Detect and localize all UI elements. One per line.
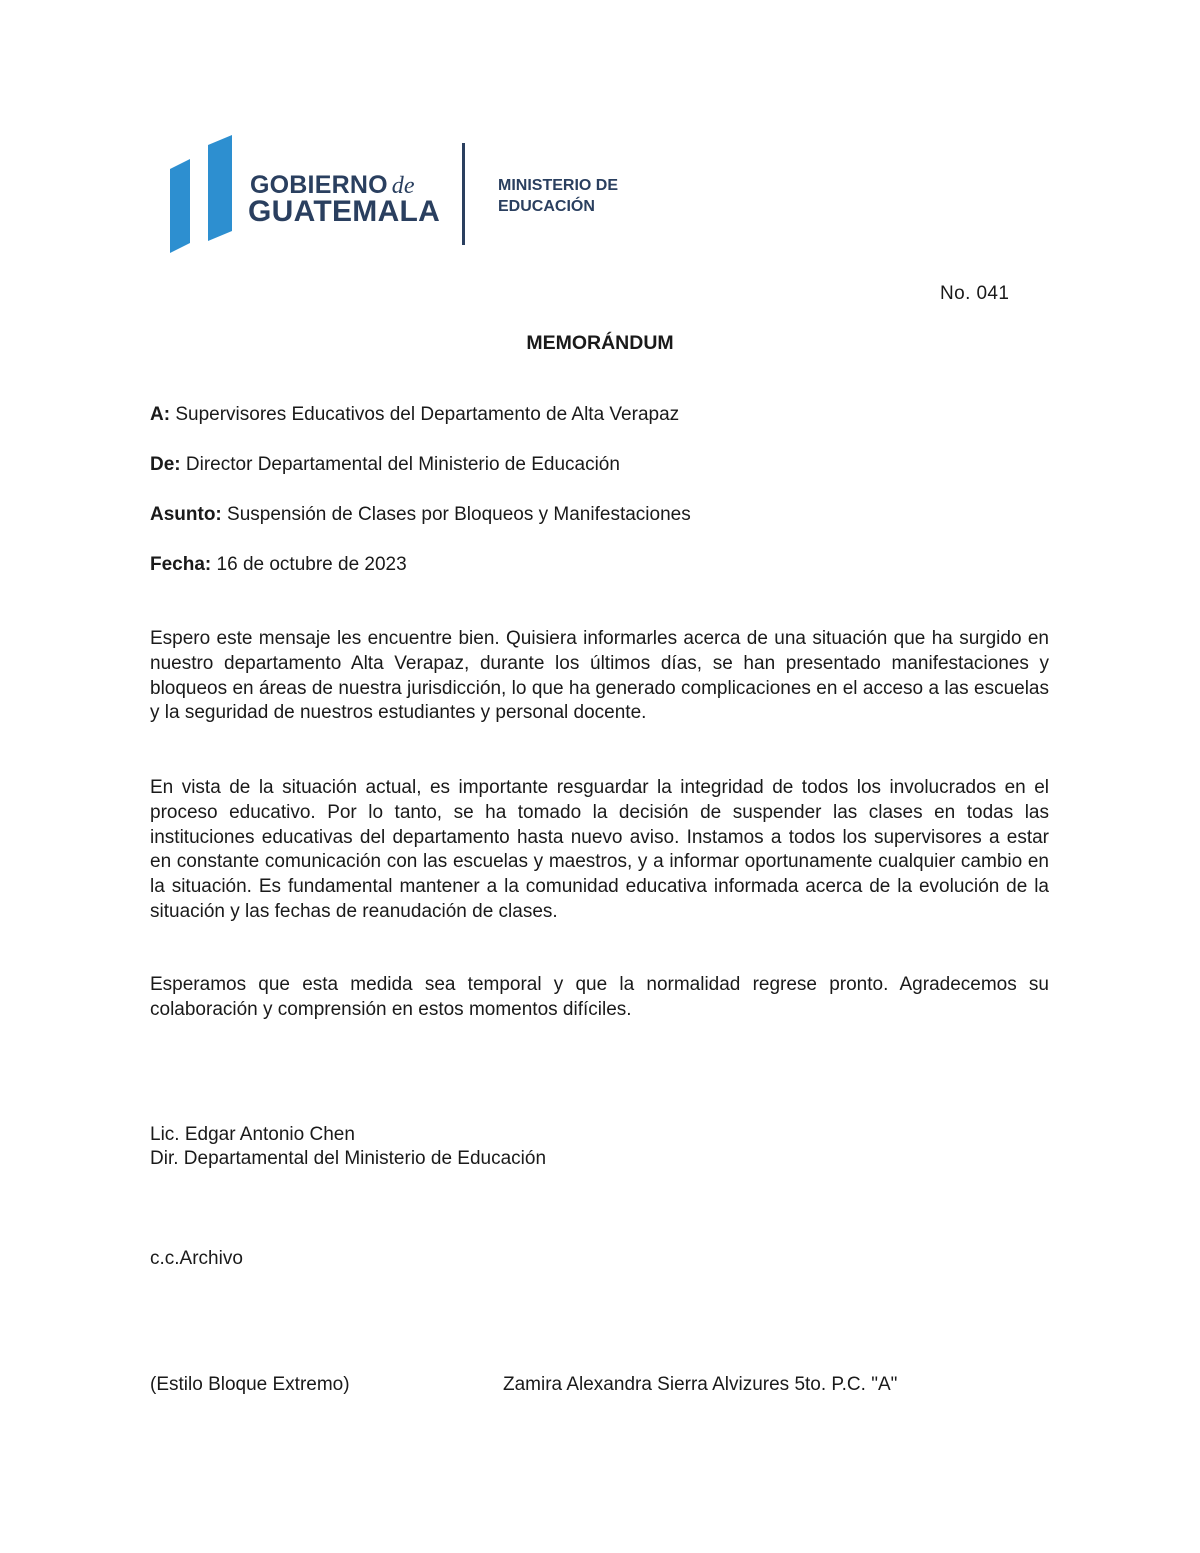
body-paragraph-3: Esperamos que esta medida sea temporal y que la normalidad regrese pronto. Agradecemos su colaboración y comprensión en estos momentos difíciles. xyxy=(150,974,1049,1020)
memo-date-label: Fecha: xyxy=(150,554,212,575)
cc-line: c.c.Archivo xyxy=(150,1248,243,1269)
memo-from-field xyxy=(150,453,620,478)
body-paragraph-2: En vista de la situación actual, es importante resguardar la integridad de todos los involucrados en el proceso educativo. Por lo tanto, se ha tomado la decisión de suspender las clases en todas las instituciones educativas del departamento hasta nuevo aviso. Instamos a todos los supervisores a estar en constante comunicación con las escuelas y maestros, y a informar oportunamente cualquier cambio en la situación. Es fundamental mantener a la comunidad educativa informada acerca de la evolución de la situación y las fechas de reanudación de clases. xyxy=(150,777,1049,922)
footer-style-note: (Estilo Bloque Extremo) xyxy=(150,1374,350,1395)
logo-text-guatemala: GUATEMALA xyxy=(248,195,441,228)
memo-subject-value: Suspensión de Clases por Bloqueos y Manifestaciones xyxy=(221,504,691,525)
logo-divider xyxy=(462,143,465,245)
memo-subject-label: Asunto: xyxy=(150,504,222,525)
memo-date-value: 16 de octubre de 2023 xyxy=(211,554,407,575)
memo-title: MEMORÁNDUM xyxy=(526,332,674,354)
memo-number: No. 041 xyxy=(940,283,1010,304)
footer-author: Zamira Alexandra Sierra Alvizures 5to. P.C. "A" xyxy=(503,1374,898,1395)
memo-to-field xyxy=(150,403,679,428)
memo-subject-field xyxy=(150,503,691,528)
government-logo xyxy=(168,135,648,255)
signature-position: Dir. Departamental del Ministerio de Educación xyxy=(150,1148,547,1169)
memo-date-field xyxy=(150,553,407,578)
memo-from-value: Director Departamental del Ministerio de Educación xyxy=(180,454,620,475)
body-paragraph-1: Espero este mensaje les encuentre bien. Quisiera informarles acerca de una situación que ha surgido en nuestro departamento Alta Verapaz, durante los últimos días, se han presentado manifestaciones y bloqueos en áreas de nuestra jurisdicción, lo que ha generado complicaciones en el acceso a las escuelas y la seguridad de nuestros estudiantes y personal docente. xyxy=(150,628,1049,724)
flag-bars-icon xyxy=(168,135,248,255)
signature-name: Lic. Edgar Antonio Chen xyxy=(150,1124,355,1145)
memo-from-label: De: xyxy=(150,454,181,475)
memo-to-label: A: xyxy=(150,404,171,425)
logo-text-gobierno: GOBIERNO de xyxy=(250,171,415,199)
memo-to-value: Supervisores Educativos del Departamento de Alta Verapaz xyxy=(170,404,680,425)
logo-text-ministry: MINISTERIO DE EDUCACIÓN xyxy=(498,177,619,215)
